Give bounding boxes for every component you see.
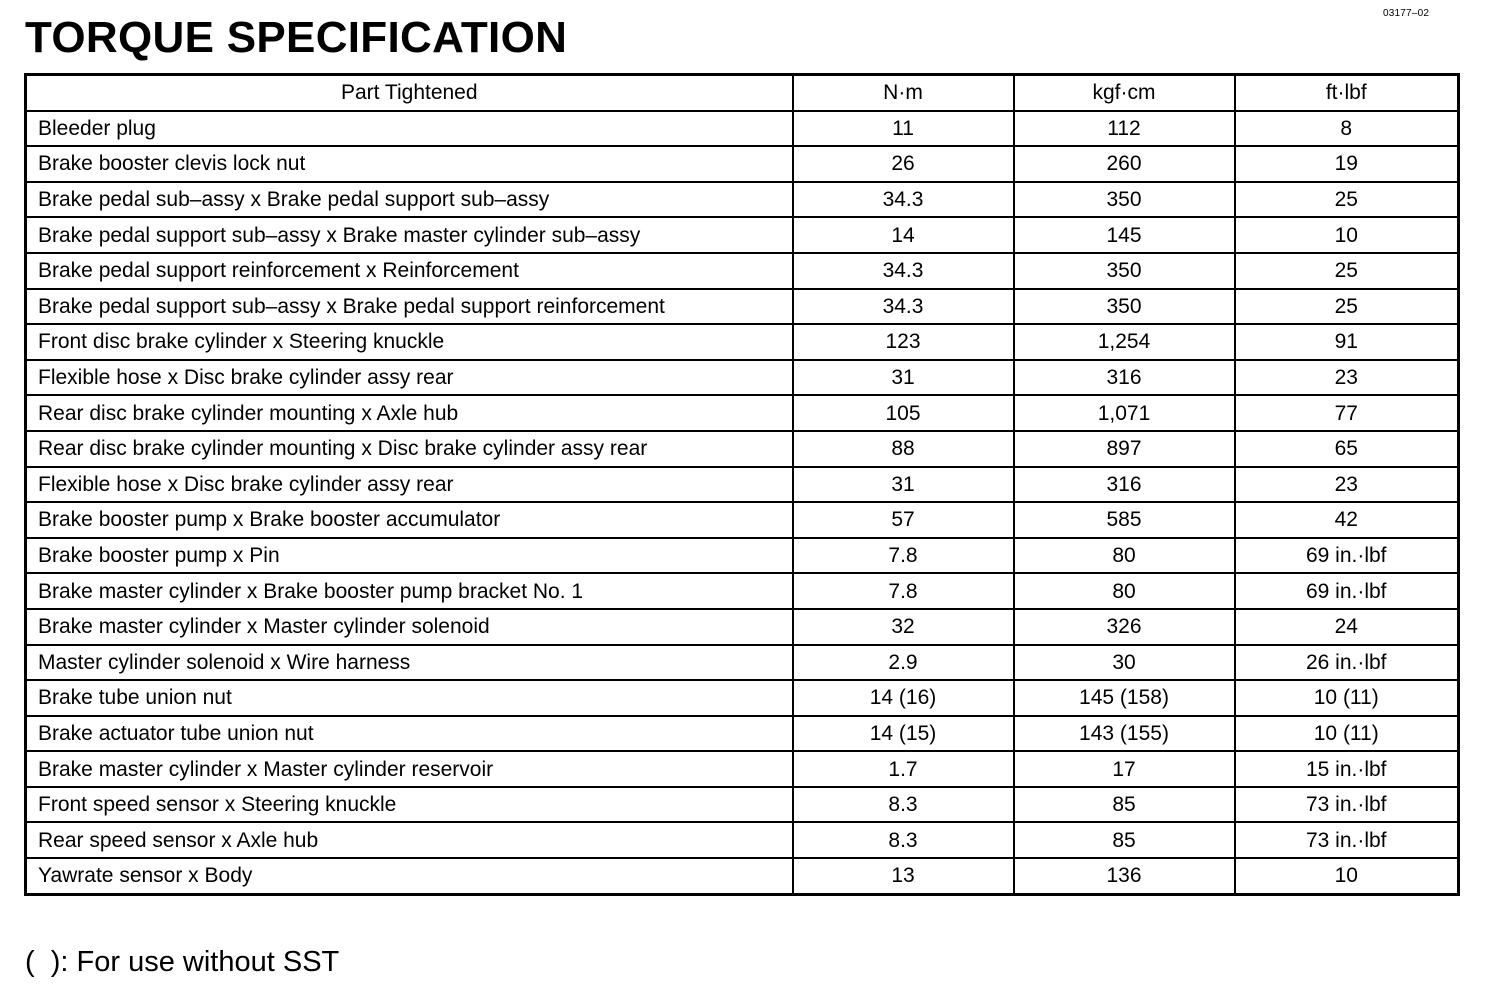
cell-part-tightened: Bleeder plug [26, 111, 793, 147]
cell-part-tightened: Master cylinder solenoid x Wire harness [26, 645, 793, 681]
cell-part-tightened: Rear disc brake cylinder mounting x Disc brake cylinder assy rear [26, 431, 793, 467]
document-code: 03177–02 [1383, 8, 1430, 19]
cell-kgfcm: 1,071 [1014, 395, 1235, 431]
table-row [26, 751, 1459, 787]
cell-kgfcm: 80 [1014, 538, 1235, 574]
cell-ftlbf: 10 [1235, 858, 1459, 894]
cell-kgfcm: 112 [1014, 111, 1235, 147]
table-row [26, 573, 1459, 609]
cell-ftlbf: 25 [1235, 289, 1459, 325]
cell-nm: 57 [793, 502, 1014, 538]
table-row [26, 253, 1459, 289]
cell-nm: 7.8 [793, 573, 1014, 609]
page-title: TORQUE SPECIFICATION [25, 13, 568, 62]
cell-kgfcm: 897 [1014, 431, 1235, 467]
column-header-part: Part Tightened [26, 75, 793, 111]
table-row [26, 822, 1459, 858]
footnote: ( ): For use without SST [25, 946, 340, 978]
cell-ftlbf: 23 [1235, 467, 1459, 503]
cell-nm: 7.8 [793, 538, 1014, 574]
table-row [26, 609, 1459, 645]
torque-spec-table [24, 73, 1460, 896]
cell-part-tightened: Yawrate sensor x Body [26, 858, 793, 894]
table-row [26, 502, 1459, 538]
table-row [26, 217, 1459, 253]
column-header-kgfcm: kgf·cm [1014, 75, 1235, 111]
cell-kgfcm: 30 [1014, 645, 1235, 681]
cell-part-tightened: Brake pedal support sub–assy x Brake master cylinder sub–assy [26, 217, 793, 253]
cell-ftlbf: 24 [1235, 609, 1459, 645]
cell-part-tightened: Brake pedal sub–assy x Brake pedal support sub–assy [26, 182, 793, 218]
cell-nm: 34.3 [793, 289, 1014, 325]
cell-part-tightened: Brake master cylinder x Brake booster pump bracket No. 1 [26, 573, 793, 609]
cell-ftlbf: 10 (11) [1235, 680, 1459, 716]
cell-part-tightened: Brake pedal support reinforcement x Reinforcement [26, 253, 793, 289]
table-row [26, 324, 1459, 360]
table-row [26, 146, 1459, 182]
cell-part-tightened: Brake actuator tube union nut [26, 716, 793, 752]
cell-part-tightened: Rear speed sensor x Axle hub [26, 822, 793, 858]
cell-ftlbf: 8 [1235, 111, 1459, 147]
cell-ftlbf: 15 in.·lbf [1235, 751, 1459, 787]
cell-nm: 31 [793, 467, 1014, 503]
cell-nm: 14 (16) [793, 680, 1014, 716]
cell-nm: 2.9 [793, 645, 1014, 681]
cell-ftlbf: 65 [1235, 431, 1459, 467]
cell-nm: 26 [793, 146, 1014, 182]
cell-nm: 31 [793, 360, 1014, 396]
cell-kgfcm: 585 [1014, 502, 1235, 538]
cell-part-tightened: Brake tube union nut [26, 680, 793, 716]
cell-kgfcm: 143 (155) [1014, 716, 1235, 752]
table-row [26, 680, 1459, 716]
table-header-row [26, 75, 1459, 111]
cell-ftlbf: 42 [1235, 502, 1459, 538]
cell-part-tightened: Front disc brake cylinder x Steering knuckle [26, 324, 793, 360]
cell-nm: 123 [793, 324, 1014, 360]
cell-kgfcm: 85 [1014, 787, 1235, 823]
table-row [26, 431, 1459, 467]
cell-ftlbf: 69 in.·lbf [1235, 573, 1459, 609]
cell-kgfcm: 1,254 [1014, 324, 1235, 360]
table-row [26, 289, 1459, 325]
cell-nm: 34.3 [793, 182, 1014, 218]
column-header-ftlbf: ft·lbf [1235, 75, 1459, 111]
table-row [26, 111, 1459, 147]
cell-nm: 8.3 [793, 787, 1014, 823]
cell-kgfcm: 136 [1014, 858, 1235, 894]
table-row [26, 467, 1459, 503]
cell-kgfcm: 260 [1014, 146, 1235, 182]
cell-part-tightened: Brake master cylinder x Master cylinder solenoid [26, 609, 793, 645]
cell-part-tightened: Front speed sensor x Steering knuckle [26, 787, 793, 823]
table-row [26, 538, 1459, 574]
table-row [26, 360, 1459, 396]
cell-kgfcm: 350 [1014, 253, 1235, 289]
table-row [26, 182, 1459, 218]
cell-part-tightened: Brake booster pump x Brake booster accumulator [26, 502, 793, 538]
table-row [26, 395, 1459, 431]
cell-part-tightened: Brake master cylinder x Master cylinder reservoir [26, 751, 793, 787]
cell-part-tightened: Flexible hose x Disc brake cylinder assy rear [26, 467, 793, 503]
cell-kgfcm: 350 [1014, 289, 1235, 325]
cell-ftlbf: 23 [1235, 360, 1459, 396]
cell-nm: 105 [793, 395, 1014, 431]
cell-ftlbf: 25 [1235, 253, 1459, 289]
cell-kgfcm: 326 [1014, 609, 1235, 645]
cell-ftlbf: 10 [1235, 217, 1459, 253]
cell-nm: 14 (15) [793, 716, 1014, 752]
cell-nm: 34.3 [793, 253, 1014, 289]
table-row [26, 858, 1459, 894]
table-body [26, 111, 1459, 895]
cell-nm: 13 [793, 858, 1014, 894]
cell-kgfcm: 316 [1014, 467, 1235, 503]
cell-ftlbf: 25 [1235, 182, 1459, 218]
cell-part-tightened: Brake booster clevis lock nut [26, 146, 793, 182]
cell-kgfcm: 350 [1014, 182, 1235, 218]
table-row [26, 716, 1459, 752]
cell-ftlbf: 73 in.·lbf [1235, 822, 1459, 858]
table-row [26, 787, 1459, 823]
cell-part-tightened: Brake pedal support sub–assy x Brake pedal support reinforcement [26, 289, 793, 325]
cell-kgfcm: 85 [1014, 822, 1235, 858]
cell-ftlbf: 73 in.·lbf [1235, 787, 1459, 823]
cell-kgfcm: 316 [1014, 360, 1235, 396]
cell-part-tightened: Brake booster pump x Pin [26, 538, 793, 574]
cell-ftlbf: 26 in.·lbf [1235, 645, 1459, 681]
cell-part-tightened: Flexible hose x Disc brake cylinder assy rear [26, 360, 793, 396]
table-row [26, 645, 1459, 681]
column-header-nm: N·m [793, 75, 1014, 111]
cell-nm: 88 [793, 431, 1014, 467]
cell-kgfcm: 145 [1014, 217, 1235, 253]
cell-nm: 8.3 [793, 822, 1014, 858]
cell-ftlbf: 10 (11) [1235, 716, 1459, 752]
cell-nm: 1.7 [793, 751, 1014, 787]
cell-ftlbf: 69 in.·lbf [1235, 538, 1459, 574]
cell-kgfcm: 80 [1014, 573, 1235, 609]
cell-ftlbf: 91 [1235, 324, 1459, 360]
cell-kgfcm: 17 [1014, 751, 1235, 787]
cell-nm: 11 [793, 111, 1014, 147]
cell-part-tightened: Rear disc brake cylinder mounting x Axle hub [26, 395, 793, 431]
cell-nm: 32 [793, 609, 1014, 645]
cell-nm: 14 [793, 217, 1014, 253]
cell-ftlbf: 77 [1235, 395, 1459, 431]
cell-kgfcm: 145 (158) [1014, 680, 1235, 716]
cell-ftlbf: 19 [1235, 146, 1459, 182]
